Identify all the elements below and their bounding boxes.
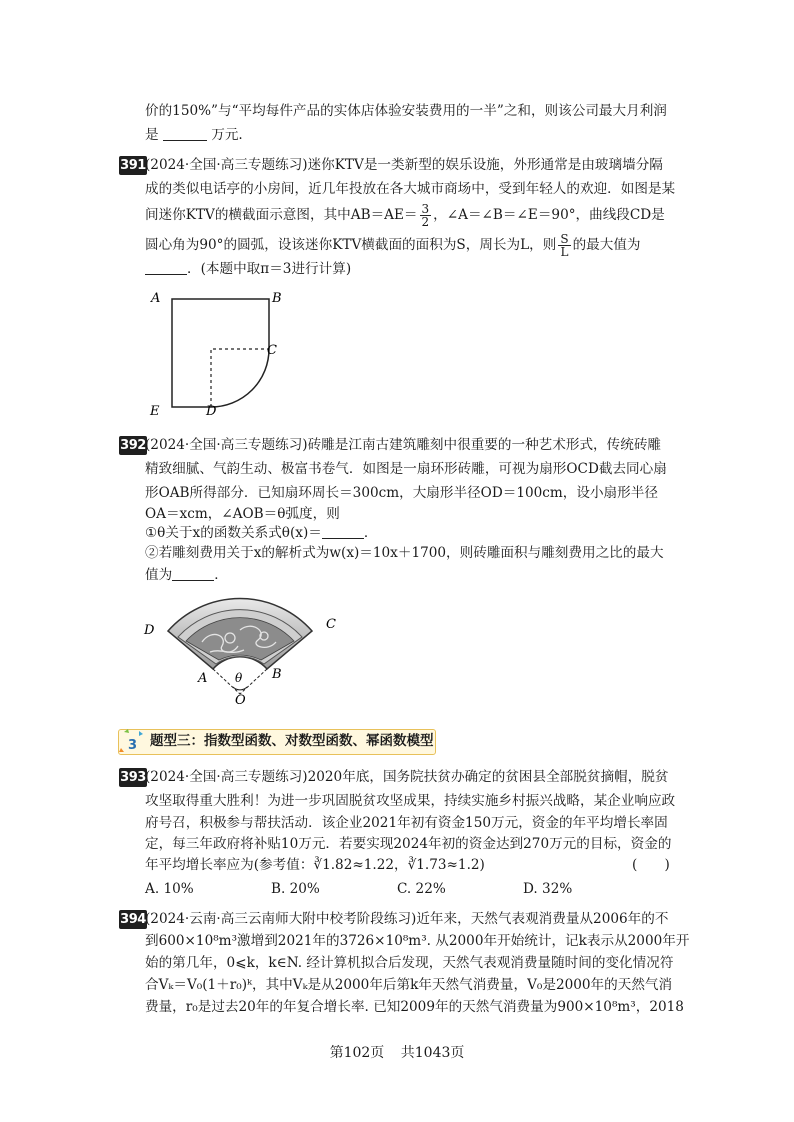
point-label-e: E (150, 404, 160, 419)
q391-text-line: 圆心角为90°的圆弧，设该迷你KTV横截面的面积为S，周长为L，则 $\frac{S}{L}$ 的最大值为 (145, 232, 641, 259)
question-number-badge: 391 (120, 158, 146, 173)
fraction-s-over-l: $\frac{S}{L}$ (560, 232, 569, 259)
answer-blank (172, 566, 214, 581)
point-label-d: D (206, 404, 217, 419)
angle-label-theta: θ (235, 671, 243, 685)
q392-text-line: OA＝xcm，∠AOB＝θ弧度，则 (145, 506, 340, 522)
option-c: C. 22% (397, 881, 446, 897)
page-footer (0, 1043, 794, 1063)
point-label-c: C (326, 617, 336, 632)
option-a: A. 10% (145, 881, 194, 897)
q393-text-line: 年平均增长率应为(参考值：∛1.82≈1.22，∛1.73≈1.2) (145, 857, 485, 873)
q394-text-line: 到600×10⁸m³激增到2021年的3726×10⁸m³. 从2000年开始统计，记k表示从2000年开 (145, 933, 690, 949)
total-pages: 共1043页 (400, 1045, 465, 1061)
q393-text-line: (2024·全国·高三专题练习)2020年底，国务院扶贫办确定的贫困县全部脱贫摘帽，脱贫 (145, 769, 669, 785)
q394-text-line: 始的第几年，0⩽k，k∈N. 经计算机拟合后发现，天然气表观消费量随时间的变化情况符 (145, 955, 674, 971)
option-d: D. 32% (523, 881, 573, 897)
q391-text-line: (2024·全国·高三专题练习)迷你KTV是一类新型的娱乐设施，外形通常是由玻璃墙分隔 (145, 157, 663, 173)
option-b: B. 20% (271, 881, 320, 897)
q392-text-line: 值为 ． (145, 567, 228, 583)
q394-text-line: (2024·云南·高三云南师大附中校考阶段练习)近年来，天然气表观消费量从2006年的不 (145, 911, 669, 927)
section-number: 3 (128, 738, 138, 753)
q391-text-line: 成的类似电话亭的小房间，近几年投放在各大城市商场中，受到年轻人的欢迎．如图是某 (145, 181, 676, 197)
q392-text-line: 精致细腻、气韵生动、极富书卷气．如图是一扇环形砖雕，可视为扇形OCD截去同心扇 (145, 461, 667, 477)
question-number-badge: 393 (120, 770, 146, 785)
section-title: 题型三：指数型函数、对数型函数、幂函数模型 (150, 733, 434, 749)
question-number-badge: 394 (120, 912, 146, 927)
point-label-b: B (272, 291, 282, 306)
q393-text-line: 府号召，积极参与帮扶活动．该企业2021年初有资金150万元，资金的年平均增长率固 (145, 815, 668, 831)
answer-blank (322, 524, 364, 539)
q392-text-line: ①θ关于x的函数关系式θ(x)＝ ． (145, 525, 378, 541)
intro-line-1: 价的150%”与“平均每件产品的实体店体验安装费用的一半”之和，则该公司最大月利润 (145, 103, 667, 119)
point-label-b: B (272, 667, 282, 682)
q391-text-line: 间迷你KTV的横截面示意图，其中AB＝AE＝ $\frac{3}{2}$ ，∠A＝∠B＝∠E＝90°，曲线段CD是 (145, 202, 665, 229)
ktv-cross-section-figure (140, 284, 290, 419)
q393-text-line: 攻坚取得重大胜利！为进一步巩固脱贫攻坚成果，持续实施乡村振兴战略，某企业响应政 (145, 793, 676, 809)
answer-blank (145, 260, 187, 275)
brick-carving-figure (140, 590, 350, 705)
section-number-icon (118, 728, 148, 756)
point-label-o: O (235, 693, 246, 705)
q392-text-line: 形OAB所得部分．已知扇环周长＝300cm，大扇形半径OD＝100cm，设小扇形半径 (145, 485, 658, 501)
q392-text-line: ②若雕刻费用关于x的解析式为w(x)＝10x＋1700，则砖雕面积与雕刻费用之比的最大 (145, 545, 664, 561)
answer-parentheses: ( ) (632, 857, 670, 873)
point-label-a: A (198, 671, 208, 686)
q391-text-line: ．(本题中取π＝3进行计算) (145, 259, 351, 279)
q392-text-line: (2024·全国·高三专题练习)砖雕是江南古建筑雕刻中很重要的一种艺术形式，传统砖雕 (145, 437, 662, 453)
point-label-d: D (144, 623, 155, 638)
q394-text-line: 合Vₖ＝V₀(1＋r₀)ᵏ，其中Vₖ是从2000年后第k年天然气消费量，V₀是2000年的天然气消 (145, 977, 673, 993)
q394-text-line: 费量，r₀是过去20年的年复合增长率. 已知2009年的天然气消费量为900×10⁸m³，2018 (145, 999, 684, 1015)
point-label-c: C (267, 343, 277, 358)
question-number-badge: 392 (120, 438, 146, 453)
point-label-a: A (151, 291, 161, 306)
intro-line-2: 是 万元. (145, 127, 243, 143)
fraction-three-halves: $\frac{3}{2}$ (421, 202, 430, 229)
page-number: 第102页 (329, 1045, 385, 1061)
answer-blank (163, 126, 207, 141)
q393-text-line: 定，每三年政府将补贴10万元．若要实现2024年初的资金达到270万元的目标，资金的 (145, 836, 672, 852)
